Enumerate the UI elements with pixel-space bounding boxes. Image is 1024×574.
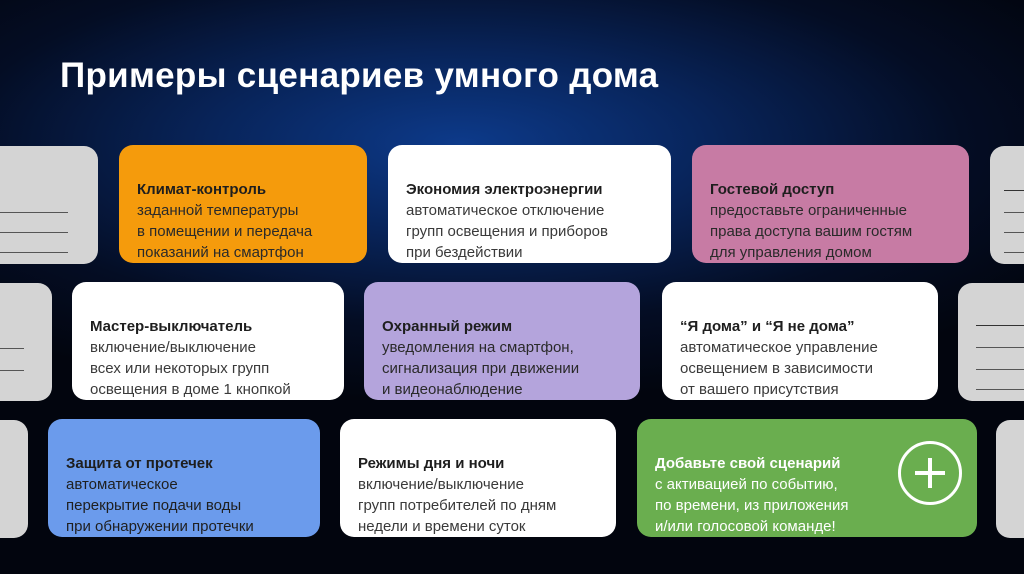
ghost-dash — [976, 389, 1024, 390]
card-title: Климат-контроль — [137, 181, 267, 198]
ghost-dash — [0, 212, 68, 213]
ghost-dash — [0, 232, 68, 233]
ghost-dash — [976, 369, 1024, 370]
scenario-card-day-night[interactable] — [340, 419, 616, 537]
ghost-dash — [976, 325, 1024, 326]
card-description: заданной температуры в помещении и передача показаний на смартфон — [137, 202, 313, 261]
card-title: Защита от протечек — [66, 455, 213, 472]
ghost-card-right-3 — [996, 420, 1024, 538]
ghost-dash — [976, 347, 1024, 348]
page-title: Примеры сценариев умного дома — [60, 56, 659, 95]
ghost-card-right-2 — [958, 283, 1024, 401]
scenario-card-add-custom[interactable] — [637, 419, 977, 537]
scenario-card-leak[interactable] — [48, 419, 320, 537]
ghost-card-left-3 — [0, 420, 28, 538]
plus-circle-icon[interactable] — [898, 441, 962, 505]
card-title: Добавьте свой сценарий — [655, 455, 841, 472]
ghost-dash — [0, 370, 24, 371]
card-description: включение/выключение всех или некоторых групп освещения в доме 1 кнопкой — [90, 339, 291, 398]
card-description: с активацией по событию, по времени, из приложения и/или голосовой команде! — [655, 476, 849, 535]
scenario-card-presence[interactable] — [662, 282, 938, 400]
scenario-card-climate[interactable] — [119, 145, 367, 263]
scenario-card-master-switch[interactable] — [72, 282, 344, 400]
card-description: автоматическое перекрытие подачи воды при обнаружении протечки — [66, 476, 254, 535]
ghost-card-right-1 — [990, 146, 1024, 264]
ghost-dash — [1004, 190, 1024, 191]
card-description: предоставьте ограниченные права доступа вашим гостям для управления домом — [710, 202, 913, 261]
card-description: включение/выключение групп потребителей по дням недели и времени суток — [358, 476, 557, 535]
card-description: автоматическое управление освещением в зависимости от вашего присутствия — [680, 339, 878, 398]
card-description: автоматическое отключение групп освещения и приборов при бездействии — [406, 202, 608, 261]
ghost-dash — [1004, 212, 1024, 213]
ghost-dash — [0, 252, 68, 253]
ghost-dash — [1004, 252, 1024, 253]
card-title: Режимы дня и ночи — [358, 455, 505, 472]
card-description: уведомления на смартфон, сигнализация при движении и видеонаблюдение — [382, 339, 580, 398]
card-title: Охранный режим — [382, 318, 513, 335]
scenario-card-security[interactable] — [364, 282, 640, 400]
ghost-dash — [0, 348, 24, 349]
card-title: Экономия электроэнергии — [406, 181, 603, 198]
card-title: “Я дома” и “Я не дома” — [680, 318, 855, 335]
ghost-dash — [1004, 232, 1024, 233]
ghost-card-left-2 — [0, 283, 52, 401]
ghost-card-left-1 — [0, 146, 98, 264]
card-title: Гостевой доступ — [710, 181, 835, 198]
scenario-card-energy[interactable] — [388, 145, 671, 263]
card-title: Мастер-выключатель — [90, 318, 253, 335]
scenario-card-guest[interactable] — [692, 145, 969, 263]
